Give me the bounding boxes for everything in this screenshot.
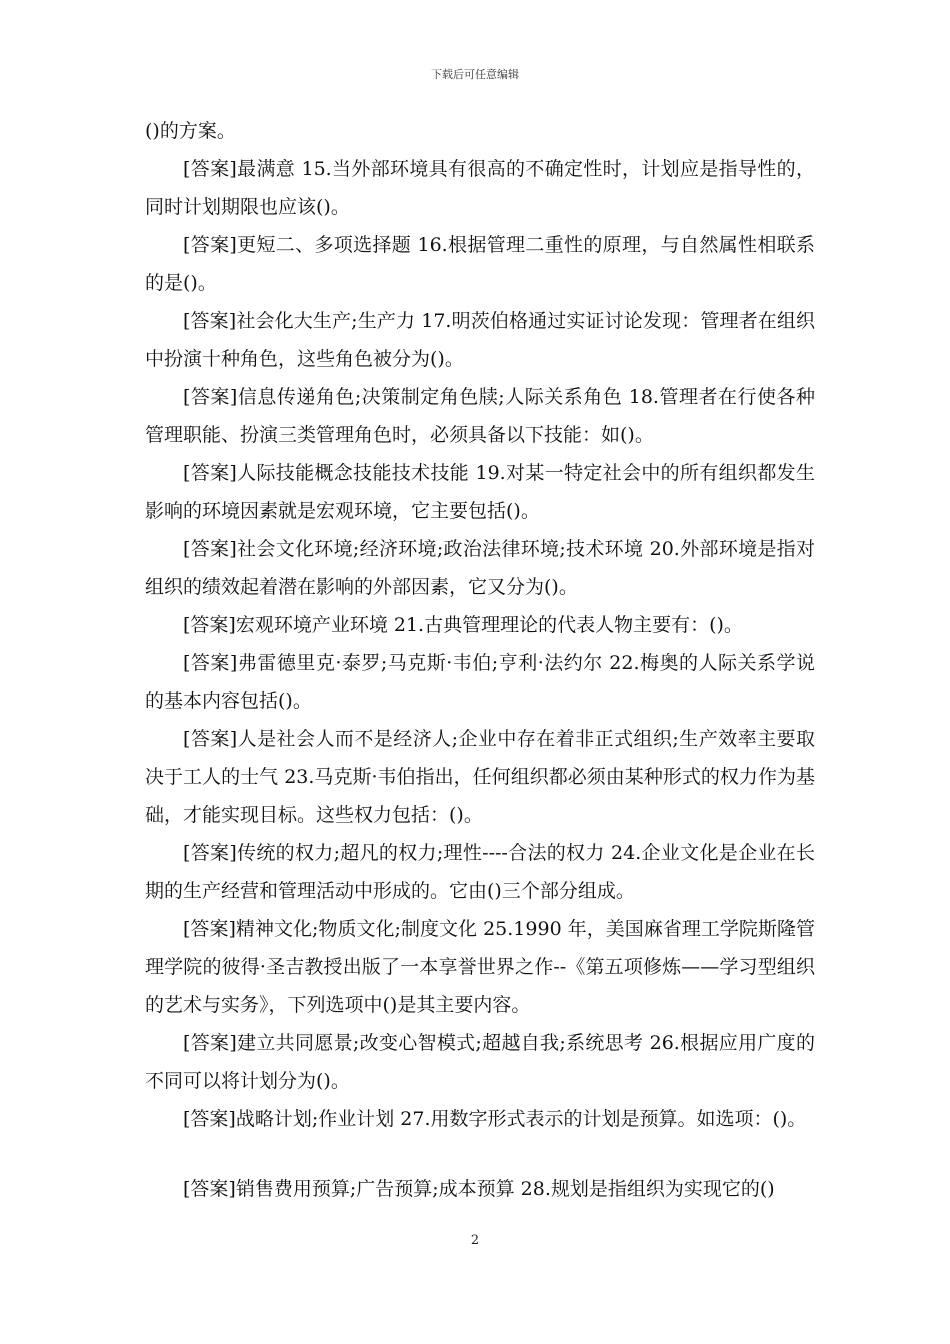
answer-paragraph-15: [答案]最满意 15.当外部环境具有很高的不确定性时，计划应是指导性的，同时计划期限也应该()。	[145, 158, 815, 218]
paragraph-continuation: ()的方案。	[145, 120, 236, 142]
answer-paragraph-22: [答案]弗雷德里克·泰罗;马克斯·韦伯;亨利·法约尔 22.梅奥的人际关系学说的基本内容包括()。	[145, 652, 815, 712]
answer-paragraph-25: [答案]精神文化;物质文化;制度文化 25.1990 年，美国麻省理工学院斯隆管理学院的彼得·圣吉教授出版了一本享誉世界之作--《第五项修炼——学习型组织的艺术与实务》，下列选项中()是其主要内容。	[145, 918, 815, 1016]
answer-paragraph-23: [答案]人是社会人而不是经济人;企业中存在着非正式组织;生产效率主要取决于工人的士气 23.马克斯·韦伯指出，任何组织都必须由某种形式的权力作为基础，才能实现目标。这些权力包括：()。	[145, 728, 815, 826]
document-body	[145, 112, 815, 1208]
answer-paragraph-17: [答案]社会化大生产;生产力 17.明茨伯格通过实证讨论发现：管理者在组织中扮演十种角色，这些角色被分为()。	[145, 310, 815, 370]
answer-paragraph-24: [答案]传统的权力;超凡的权力;理性----合法的权力 24.企业文化是企业在长期的生产经营和管理活动中形成的。它由()三个部分组成。	[145, 842, 815, 902]
answer-paragraph-20: [答案]社会文化环境;经济环境;政治法律环境;技术环境 20.外部环境是指对组织的绩效起着潜在影响的外部因素，它又分为()。	[145, 538, 815, 598]
answer-paragraph-18: [答案]信息传递角色;决策制定角色牍;人际关系角色 18.管理者在行使各种管理职能、扮演三类管理角色时，必须具备以下技能：如()。	[145, 386, 815, 446]
page-header: 下载后可任意编辑	[431, 68, 519, 81]
answer-paragraph-27: [答案]战略计划;作业计划 27.用数字形式表示的计划是预算。如选项：()。	[183, 1108, 807, 1130]
answer-paragraph-21: [答案]宏观环境产业环境 21.古典管理理论的代表人物主要有：()。	[183, 614, 743, 636]
page-number: 2	[470, 1233, 480, 1248]
answer-paragraph-28: [答案]销售费用预算;广告预算;成本预算 28.规划是指组织为实现它的()	[183, 1178, 775, 1200]
answer-paragraph-19: [答案]人际技能概念技能技术技能 19.对某一特定社会中的所有组织都发生影响的环境因素就是宏观环境，它主要包括()。	[145, 462, 815, 522]
answer-paragraph-26: [答案]建立共同愿景;改变心智模式;超越自我;系统思考 26.根据应用广度的不同可以将计划分为()。	[145, 1032, 815, 1092]
answer-paragraph-16: [答案]更短二、多项选择题 16.根据管理二重性的原理，与自然属性相联系的是()。	[145, 234, 815, 294]
